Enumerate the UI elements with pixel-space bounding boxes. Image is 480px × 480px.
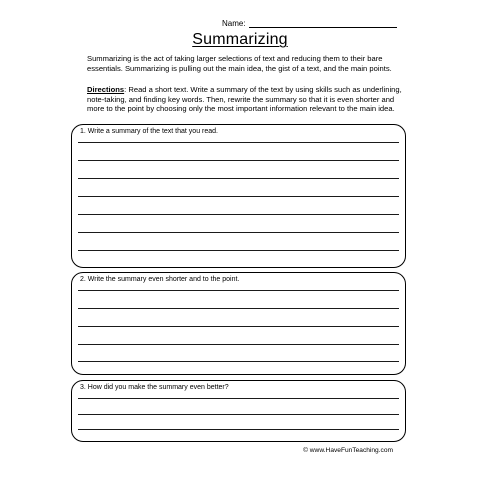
directions-text: : Read a short text. Write a summary of the text by using skills such as underlining, note-taking, and finding key words. Then, rewrite the summary so that it is even shorter and more to the point by choosing only the most important information relevant to the main idea. [87,85,402,114]
answer-box-3 [71,380,406,442]
answer-line[interactable] [78,429,399,430]
answer-line[interactable] [78,344,399,345]
question-1-prompt: 1. Write a summary of the text that you read. [80,128,218,135]
answer-line[interactable] [78,250,399,251]
answer-line[interactable] [78,361,399,362]
name-label: Name: [222,19,246,28]
answer-line[interactable] [78,326,399,327]
answer-line[interactable] [78,142,399,143]
copyright-footer: © www.HaveFunTeaching.com [303,447,393,454]
answer-box-1 [71,124,406,268]
name-row [222,18,397,28]
answer-line[interactable] [78,414,399,415]
page-title: Summarizing [192,31,288,48]
name-blank[interactable] [249,18,397,28]
question-3-prompt: 3. How did you make the summary even better? [80,384,229,391]
answer-line[interactable] [78,196,399,197]
answer-line[interactable] [78,160,399,161]
answer-line[interactable] [78,214,399,215]
directions-label: Directions [87,85,125,94]
question-2-prompt: 2. Write the summary even shorter and to the point. [80,276,240,283]
answer-line[interactable] [78,178,399,179]
answer-box-2 [71,272,406,375]
answer-line[interactable] [78,398,399,399]
answer-line[interactable] [78,290,399,291]
answer-line[interactable] [78,308,399,309]
intro-paragraph: Summarizing is the act of taking larger selections of text and reducing them to their bare essentials. Summarizing is pulling out the main idea, the gist of a text, and the main points. [87,54,392,73]
directions-paragraph [87,85,405,114]
answer-line[interactable] [78,232,399,233]
